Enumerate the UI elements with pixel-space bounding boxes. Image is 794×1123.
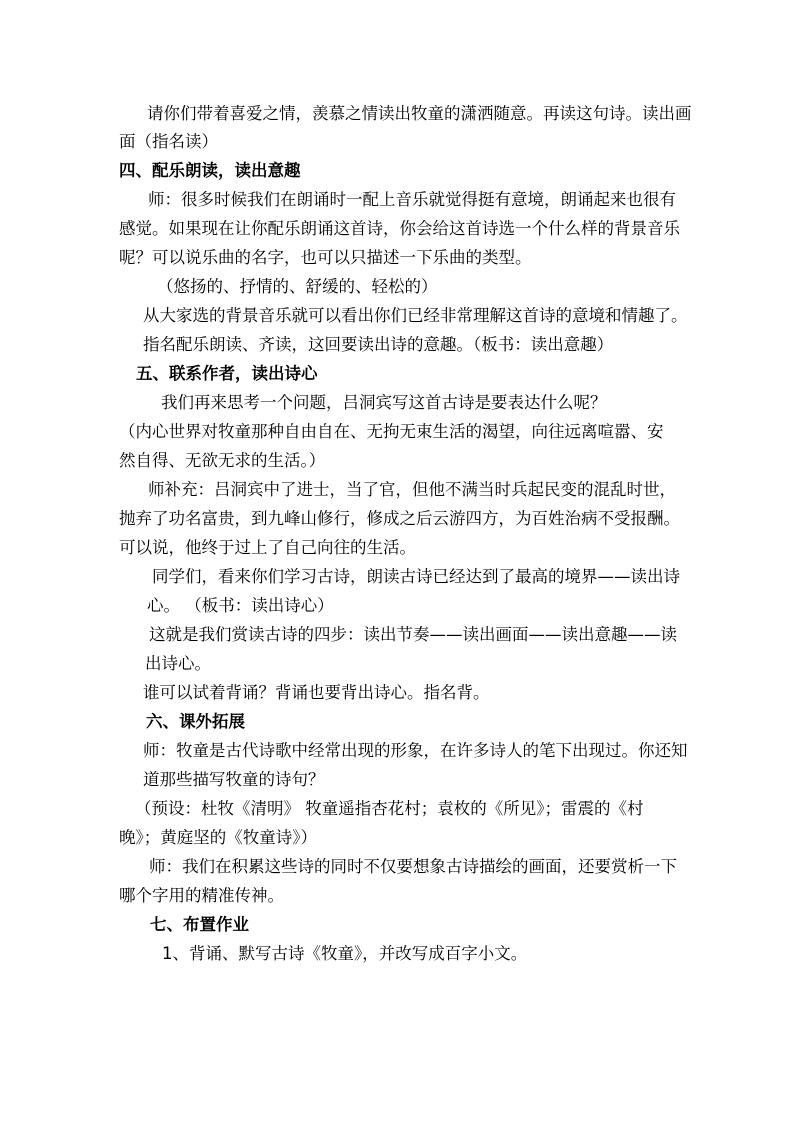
section-heading: 六、课外拓展 <box>146 712 245 731</box>
paragraph-line: 感觉。如果现在让你配乐朗诵这首诗，你会给这首诗选一个什么样的背景音乐 <box>119 219 680 238</box>
paragraph-line: 晚》；黄庭坚的《牧童诗》） <box>119 828 317 847</box>
paragraph-line: 呢？可以说乐曲的名字，也可以只描述一下乐曲的类型。 <box>119 248 532 267</box>
paragraph-line: 心。 （板书：读出诗心） <box>147 596 334 615</box>
paragraph-line: 哪个字用的精准传神。 <box>119 886 284 905</box>
paragraph-line: 指名配乐朗读、齐读，这回要读出诗的意趣。（板书：读出意趣） <box>143 335 614 354</box>
section-heading: 四、配乐朗读，读出意趣 <box>119 161 301 180</box>
paragraph-line: 面（指名读） <box>119 132 218 151</box>
paragraph-line: （内心世界对牧童那种自由自在、无拘无束生活的渴望，向往远离喧嚣、安 <box>119 422 664 441</box>
paragraph-line: 可以说，他终于过上了自己向往的生活。 <box>119 538 416 557</box>
section-heading: 七、布置作业 <box>150 915 249 934</box>
paragraph-line: 师：很多时候我们在朗诵时一配上音乐就觉得挺有意境，朗诵起来也很有 <box>148 190 676 209</box>
paragraph-line: 谁可以试着背诵？背诵也要背出诗心。指名背。 <box>143 683 490 702</box>
paragraph-line: （悠扬的、抒情的、舒缓的、轻松的） <box>157 277 438 296</box>
paragraph-line: 这就是我们赏读古诗的四步：读出节奏——读出画面——读出意趣——读 <box>149 625 677 644</box>
paragraph-line: 我们再来思考一个问题，吕洞宾写这首古诗是要表达什么呢？ <box>161 393 607 412</box>
paragraph-line: 抛弃了功名富贵，到九峰山修行，修成之后云游四方，为百姓治病不受报酬。 <box>119 509 680 528</box>
paragraph-line: 同学们，看来你们学习古诗，朗读古诗已经达到了最高的境界——读出诗 <box>152 567 680 586</box>
paragraph-line: 从大家选的背景音乐就可以看出你们已经非常理解这首诗的意境和情趣了。 <box>143 306 688 325</box>
paragraph-line: 出诗心。 <box>145 654 211 673</box>
paragraph-line: 请你们带着喜爱之情，羡慕之情读出牧童的潇洒随意。再读这句诗。读出画 <box>147 104 692 123</box>
paragraph-line: （预设：杜牧《清明》 牧童遥指杏花村；袁枚的《所见》；雷震的《村 <box>135 799 644 818</box>
paragraph-line: 道那些描写牧童的诗句？ <box>143 770 325 789</box>
paragraph-line: 师：牧童是古代诗歌中经常出现的形象，在许多诗人的笔下出现过。你还知 <box>143 741 688 760</box>
paragraph-line: 1、背诵、默写古诗《牧童》，并改写成百字小文。 <box>162 944 528 963</box>
paragraph-line: 师：我们在积累这些诗的同时不仅要想象古诗描绘的画面，还要赏析一下 <box>149 857 677 876</box>
section-heading: 五、联系作者，读出诗心 <box>136 364 318 383</box>
paragraph-line: 师补充：吕洞宾中了进士，当了官，但他不满当时兵起民变的混乱时世， <box>148 480 676 499</box>
paragraph-line: 然自得、无欲无求的生活。） <box>119 451 326 470</box>
